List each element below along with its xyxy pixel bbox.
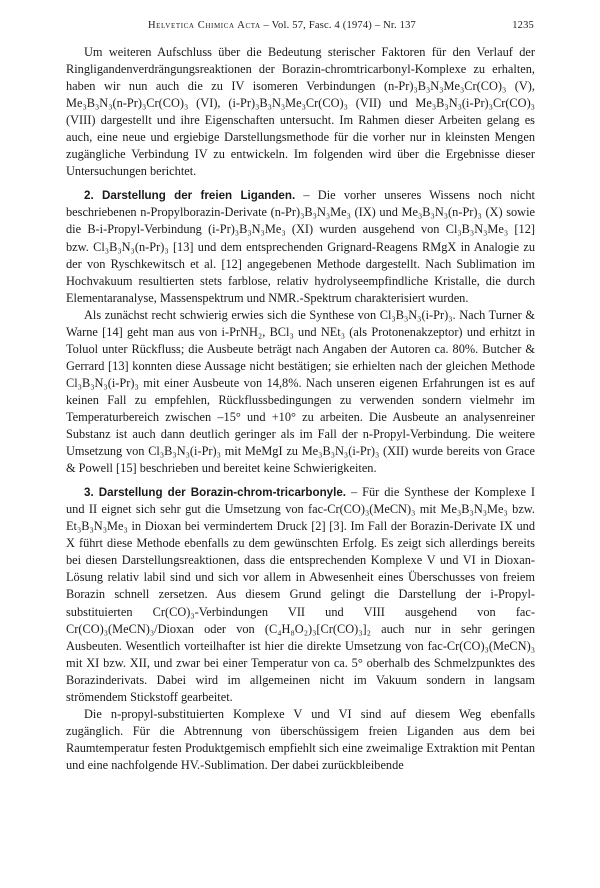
section-heading: 2. Darstellung der freien Liganden.	[84, 189, 296, 203]
propyl-complex-paragraph: Die n-propyl-substituierten Komplexe V und VI sind auf diesem Weg ebenfalls zugänglich. Für die Abtrennung von überschüssigem freien Liganden aus dem bei Raumtemperatur festen Produktgemisch empfiehlt sich eine zweimalige Extraktion mit Pentan und eine nachfolgende HV.-Sublimation. Der dabei zurückbleibende	[66, 706, 535, 772]
article-body	[66, 44, 535, 774]
intro-paragraph: Um weiteren Aufschluss über die Bedeutung sterischer Faktoren für den Verlauf der Ringligandenverdrängungsreaktionen der Borazin-chromtricarbonyl-Komplexe zu erhalten, haben wir nun auch die zu IV isomeren Verbindungen (n-Pr)₃B₃N₃Me₃Cr(CO)₃ (V), Me₃B₃N₃(n-Pr)₃Cr(CO)₃ (VI), (i-Pr)₃B₃N₃Me₃Cr(CO)₃ (VII) und Me₃B₃N₃(i-Pr)₃Cr(CO)₃ (VIII) dargestellt und ihre Eigenschaften untersucht. Im Rahmen dieser Arbeiten gelang es auch, eine neue und ergiebige Darstellungsmethode für die vorher nur in kleinsten Mengen zugängliche Verbindung IV zu entwickeln. Im folgenden wird über die Ergebnisse dieser Untersuchungen berichtet.	[66, 45, 535, 179]
section-2-paragraph: 2. Darstellung der freien Liganden. – Die vorher unseres Wissens noch nicht beschriebenen n-Propylborazin-Derivate (n-Pr)₃B₃N₃Me₃ (IX) und Me₃B₃N₃(n-Pr)₃ (X) sowie die B-i-Propyl-Verbindung (i-Pr)₃B₃N₃Me₃ (XI) wurden ausgehend von Cl₃B₃N₃Me₃ [12] bzw. Cl₃B₃N₃(n-Pr)₃ [13] und dem entsprechenden Grignard-Reagens RMgX in Analogie zu der von Ryschkewitsch et al. [12] angegebenen Methode dargestellt. Nach Sublimation im Hochvakuum resultierten stets farblose, relativ hydrolyseempfindliche Kristalle, die durch Elementaranalyse, Massenspektrum und NMR.-Spektrum charakterisiert wurden.	[66, 188, 535, 305]
section-heading: 3. Darstellung der Borazin-chrom-tricarbonyle.	[84, 486, 347, 500]
section-3-paragraph: 3. Darstellung der Borazin-chrom-tricarbonyle. – Für die Synthese der Komplexe I und II eignet sich sehr gut die Umsetzung von fac-Cr(CO)₃(MeCN)₃ mit Me₃B₃N₃Me₃ bzw. Et₃B₃N₃Me₃ in Dioxan bei vermindertem Druck [2] [3]. Im Fall der Borazin-Derivate IX und X führt diese Methode ebenfalls zu dem gewünschten Erfolg. Es zeigt sich allerdings bereits bei diesen Darstellungsreaktionen, dass die entsprechenden Komplexe V und VI in Dioxan-Lösung relativ labil sind und sich vor allem in Abwesenheit eines Überschusses von freiem Borazin schnell zersetzen. Aus diesem Grund gelingt die Darstellung der i-Propyl-substituierten Cr(CO)₃-Verbindungen VII und VIII ausgehend von fac-Cr(CO)₃(MeCN)₃/Dioxan oder von (C₄H₈O₂)₃[Cr(CO)₃]₂ auch nur in sehr geringen Ausbeuten. Wesentlich vorteilhafter ist hier die direkte Umsetzung von fac-Cr(CO)₃(MeCN)₃ mit XI bzw. XII, und zwar bei einer Temperatur von ca. 5° oberhalb des Schmelzpunktes des Borazinderivats. Dabei wird im allgemeinen nicht im Vakuum sondern in langsam strömendem Stickstoff gearbeitet.	[66, 485, 536, 704]
journal-name: Helvetica Chimica Acta	[148, 20, 261, 31]
journal-volume-info: – Vol. 57, Fasc. 4 (1974) – Nr. 137	[260, 20, 416, 31]
section-2-text: Die vorher unseres Wissens noch nicht beschriebenen n-Propylborazin-Derivate (n-Pr)₃B₃N₃Me₃ (IX) und Me₃B₃N₃(n-Pr)₃ (X) sowie die B-i-Propyl-Verbindung (i-Pr)₃B₃N₃Me₃ (XI) wurden ausgehend von Cl₃B₃N₃Me₃ [12] bzw. Cl₃B₃N₃(n-Pr)₃ [13] und dem entsprechenden Grignard-Reagens RMgX in Analogie zu der von Ryschkewitsch et al. [12] angegebenen Methode dargestellt. Nach Sublimation im Hochvakuum resultierten stets farblose, relativ hydrolyseempfindliche Kristalle, die durch Elementaranalyse, Massenspektrum und NMR.-Spektrum charakterisiert wurden.	[66, 188, 535, 305]
page-number: 1235	[512, 20, 534, 31]
journal-citation	[148, 20, 416, 31]
running-header	[78, 20, 534, 34]
section-3-text: Für die Synthese der Komplexe I und II eignet sich sehr gut die Umsetzung von fac-Cr(CO)₃(MeCN)₃ mit Me₃B₃N₃Me₃ bzw. Et₃B₃N₃Me₃ in Dioxan bei vermindertem Druck [2] [3]. Im Fall der Borazin-Derivate IX und X führt diese Methode ebenfalls zu dem gewünschten Erfolg. Es zeigt sich allerdings bereits bei diesen Darstellungsreaktionen, dass die entsprechenden Komplexe V und VI in Dioxan-Lösung relativ labil sind und sich vor allem in Abwesenheit eines Überschusses von freiem Borazin schnell zersetzen. Aus diesem Grund gelingt die Darstellung der i-Propyl-substituierten Cr(CO)₃-Verbindungen VII und VIII ausgehend von fac-Cr(CO)₃(MeCN)₃/Dioxan oder von (C₄H₈O₂)₃[Cr(CO)₃]₂ auch nur in sehr geringen Ausbeuten. Wesentlich vorteilhafter ist hier die direkte Umsetzung von fac-Cr(CO)₃(MeCN)₃ mit XI bzw. XII, und zwar bei einer Temperatur von ca. 5° oberhalb des Schmelzpunktes des Borazinderivats. Dabei wird im allgemeinen nicht im Vakuum sondern in langsam strömendem Stickstoff gearbeitet.	[66, 485, 536, 704]
isopropyl-synthesis-paragraph: Als zunächst recht schwierig erwies sich die Synthese von Cl₃B₃N₃(i-Pr)₃. Nach Turner & Warne [14] geht man aus von i-PrNH₂, BCl₃ und NEt₃ (als Protonenakzeptor) und erhitzt in Toluol unter Rückfluss; die Ausbeute beträgt nach Angaben der Autoren ca. 80%. Butcher & Gerrard [13] konnten diese Aussage nicht bestätigen; sie erhielten nach der gleichen Methode Cl₃B₃N₃(i-Pr)₃ mit einer Ausbeute von 14,8%. Nach unseren eigenen Erfahrungen ist es auf keinen Fall zu empfehlen, Rückflussbedingungen zu verwenden sondern vielmehr im Temperaturbereich zwischen –15° und +10° zu arbeiten. Die Ausbeute an analysenreiner Substanz ist auch dann deutlich geringer als im Fall der n-Propyl-Verbindung. Die weitere Umsetzung von Cl₃B₃N₃(i-Pr)₃ mit MeMgI zu Me₃B₃N₃(i-Pr)₃ (XII) wurde bereits von Grace & Powell [15] beschrieben und bereitet keine Schwierigkeiten.	[66, 307, 535, 476]
